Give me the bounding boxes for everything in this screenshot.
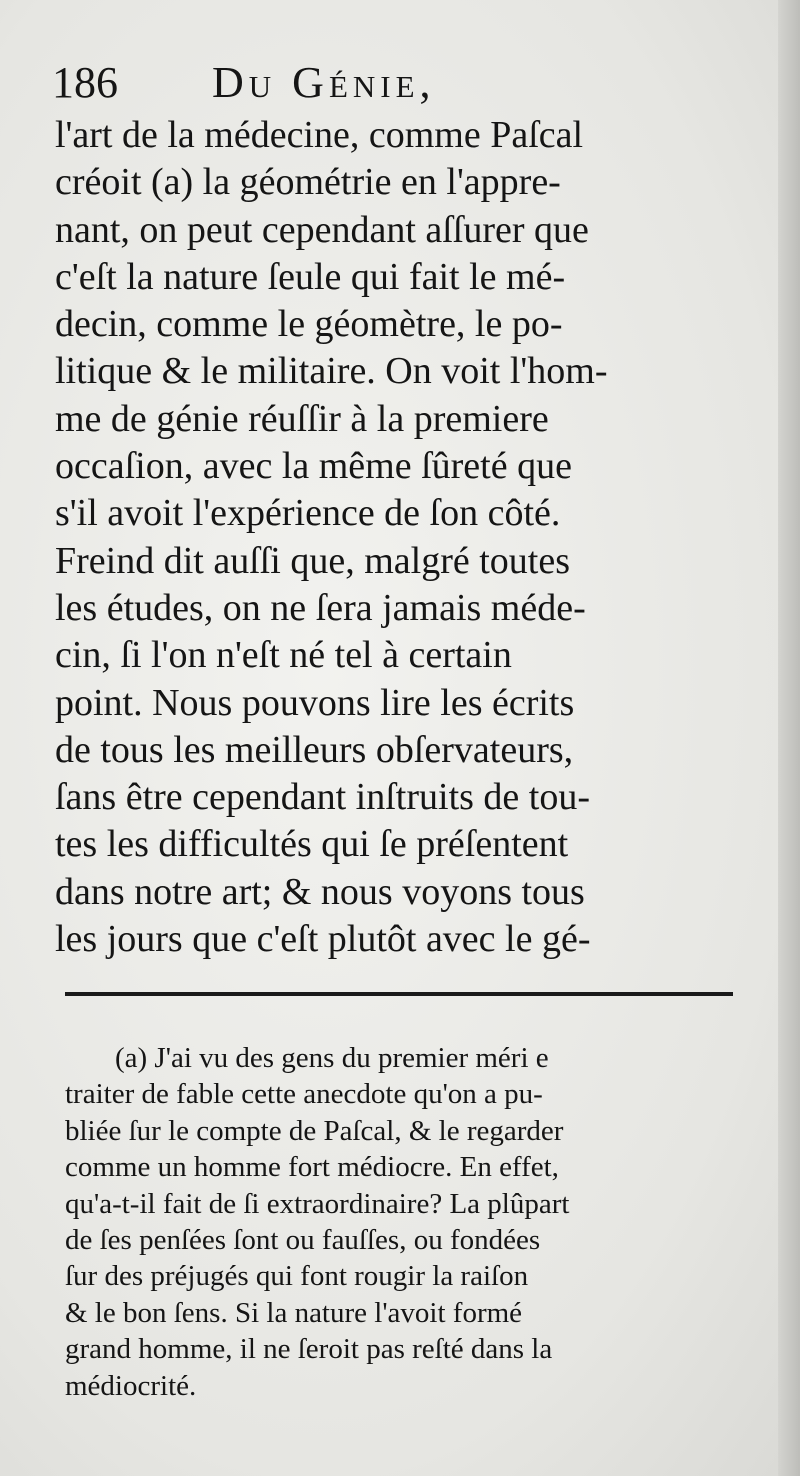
text-line: dans notre art; & nous voyons tous	[55, 870, 585, 913]
footnote-line: de ſes penſées ſont ou fauſſes, ou fondées	[65, 1223, 541, 1256]
text-line: point. Nous pouvons lire les écrits	[55, 681, 575, 724]
body-text	[55, 112, 745, 963]
text-line: tes les difficultés qui ſe préſentent	[55, 823, 569, 866]
text-line: l'art de la médecine, comme Paſcal	[55, 114, 584, 156]
text-line: ſans être cependant inſtruits de tou-	[55, 776, 590, 819]
text-line: s'il avoit l'expérience de ſon côté.	[55, 492, 561, 535]
text-line: me de génie réuſſir à la premiere	[55, 397, 549, 440]
footnote	[65, 1040, 755, 1404]
running-title: Du Génie,	[212, 58, 436, 107]
text-line: Freind dit auſſi que, malgré toutes	[55, 539, 571, 582]
footnote-line: & le bon ſens. Si la nature l'avoit formé	[65, 1296, 523, 1329]
text-line: créoit (a) la géométrie en l'appre-	[55, 161, 561, 204]
text-line: occaſion, avec la même ſûreté que	[55, 445, 572, 488]
footnote-divider	[65, 992, 733, 996]
text-line: les jours que c'eſt plutôt avec le gé-	[55, 918, 591, 961]
text-line: litique & le militaire. On voit l'hom-	[55, 350, 608, 393]
page-header	[52, 58, 742, 108]
text-line: decin, comme le géomètre, le po-	[55, 303, 563, 346]
footnote-line: (a) J'ai vu des gens du premier méri e	[115, 1042, 549, 1074]
footnote-line: qu'a-t-il fait de ſi extraordinaire? La plûpart	[65, 1187, 570, 1220]
text-line: les études, on ne ſera jamais méde-	[55, 586, 586, 629]
text-line: cin, ſi l'on n'eſt né tel à certain	[55, 634, 512, 677]
footnote-line: traiter de fable cette anecdote qu'on a pu-	[65, 1078, 543, 1111]
footnote-line: grand homme, il ne ſeroit pas reſté dans la	[65, 1333, 553, 1366]
text-line: de tous les meilleurs obſervateurs,	[55, 728, 574, 771]
footnote-line: comme un homme fort médiocre. En effet,	[65, 1151, 559, 1184]
footnote-line: bliée ſur le compte de Paſcal, & le regarder	[65, 1114, 564, 1147]
page-number: 186	[52, 58, 118, 107]
text-line: c'eſt la nature ſeule qui fait le mé-	[55, 255, 566, 298]
footnote-line: médiocrité.	[65, 1369, 197, 1402]
footnote-line: ſur des préjugés qui font rougir la raiſon	[65, 1260, 529, 1293]
page-edge	[778, 0, 800, 1476]
text-line: nant, on peut cependant aſſurer que	[55, 208, 589, 251]
